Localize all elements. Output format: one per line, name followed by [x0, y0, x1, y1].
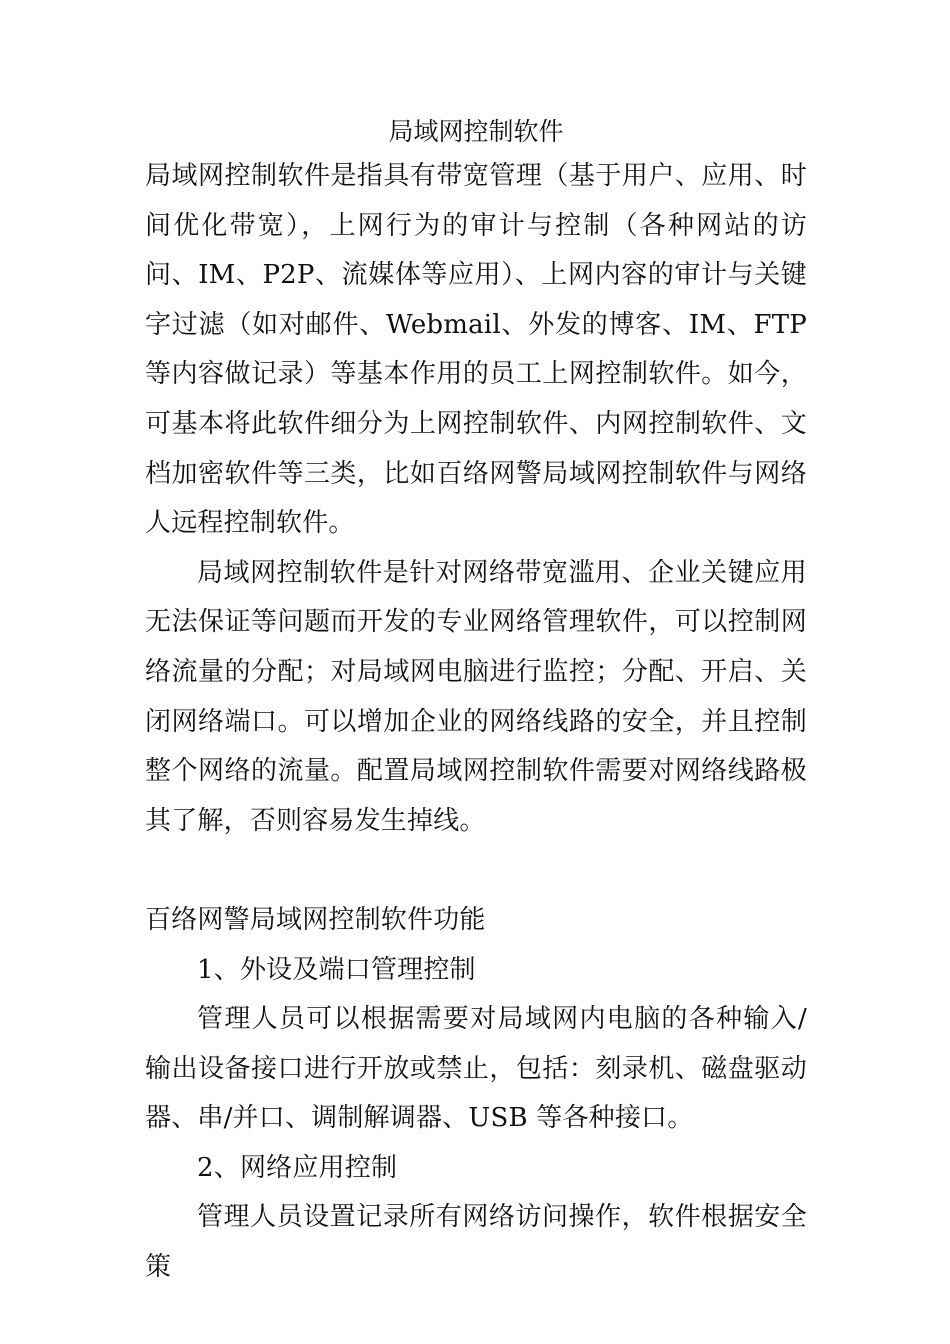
section-heading: 百络网警局域网控制软件功能	[145, 904, 486, 935]
document-title: 局域网控制软件	[388, 117, 564, 146]
item-1-heading: 1、外设及端口管理控制	[197, 954, 476, 985]
description-paragraph: 局域网控制软件是针对网络带宽滥用、企业关键应用无法保证等问题而开发的专业网络管理软件，可以控制网络流量的分配；对局域网电脑进行监控；分配、开启、关闭网络端口。可以增加企业的网络线路的安全，并且控制整个网络的流量。配置局域网控制软件需要对网络线路极其了解，否则容易发生掉线。	[145, 557, 807, 836]
intro-paragraph: 局域网控制软件是指具有带宽管理（基于用户、应用、时间优化带宽），上网行为的审计与控制（各种网站的访问、IM、P2P、流媒体等应用）、上网内容的审计与关键字过滤（如对邮件、Webmail、外发的博客、IM、FTP 等内容做记录）等基本作用的员工上网控制软件。如今，可基本将此软件细分为上网控制软件、内网控制软件、文档加密软件等三类，比如百络网警局域网控制软件与网络人远程控制软件。	[145, 161, 807, 539]
item-2-paragraph: 管理人员设置记录所有网络访问操作，软件根据安全策	[145, 1202, 807, 1283]
item-1-paragraph: 管理人员可以根据需要对局域网内电脑的各种输入/输出设备接口进行开放或禁止，包括：刻录机、磁盘驱动器、串/并口、调制解调器、USB 等各种接口。	[145, 1004, 807, 1134]
paragraph-spacer	[145, 846, 807, 896]
item-2-heading: 2、网络应用控制	[197, 1152, 398, 1183]
document-page	[145, 112, 807, 1293]
